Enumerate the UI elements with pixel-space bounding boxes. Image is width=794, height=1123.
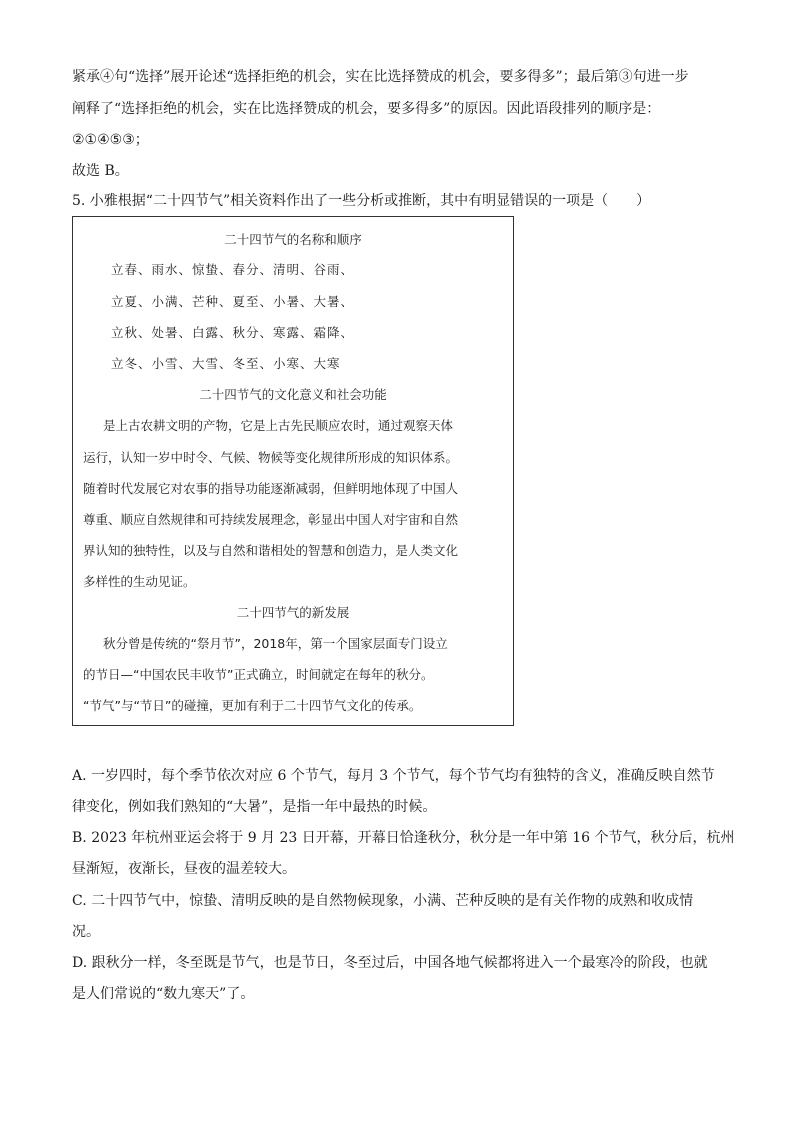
- option-b-line-2: 昼渐短，夜渐长，昼夜的温差较大。: [72, 861, 296, 877]
- section3-line-3: “节气”与“节日”的碰撞，更加有利于二十四节气文化的传承。: [83, 698, 422, 713]
- option-b-line-1: B. 2023 年杭州亚运会将于 9 月 23 日开幕，开幕日恰逢秋分，秋分是一年中第 16 个节气，秋分后，杭州: [72, 830, 735, 846]
- terms-line-1: 立春、雨水、惊蛰、春分、清明、谷雨、: [111, 262, 355, 277]
- terms-line-2: 立夏、小满、芒种、夏至、小暑、大暑、: [111, 294, 355, 309]
- section3-line-1: 秋分曾是传统的“祭月节”，2018年，第一个国家层面专门设立: [103, 636, 448, 651]
- option-d-line-2: 是人们常说的“数九寒天”了。: [72, 986, 255, 1002]
- intro-line-4: 故选 B。: [72, 163, 129, 179]
- intro-line-2: 阐释了“选择拒绝的机会，实在比选择赞成的机会，要多得多”的原因。因此语段排列的顺序是：: [72, 101, 661, 117]
- terms-line-4: 立冬、小雪、大雪、冬至、小寒、大寒: [111, 356, 341, 371]
- option-c-line-1: C. 二十四节气中，惊蛰、清明反映的是自然物候现象，小满、芒种反映的是有关作物的成熟和收成情: [72, 893, 694, 909]
- section2-line-2: 运行，认知一岁中时令、气候、物候等变化规律所形成的知识体系。: [83, 450, 459, 465]
- section2-line-4: 尊重、顺应自然规律和可持续发展理念，彰显出中国人对宇宙和自然: [83, 512, 459, 527]
- section3-line-2: 的节日—“中国农民丰收节”正式确立，时间就定在每年的秋分。: [83, 667, 434, 682]
- option-d-line-1: D. 跟秋分一样，冬至既是节气，也是节日，冬至过后，中国各地气候都将进入一个最寒冷的阶段，也就: [72, 955, 708, 971]
- intro-line-1: 紧承④句“选择”展开论述“选择拒绝的机会，实在比选择赞成的机会，要多得多”；最后第③句进一步: [72, 69, 689, 85]
- section3-title: 二十四节气的新发展: [236, 605, 350, 620]
- section2-title: 二十四节气的文化意义和社会功能: [199, 387, 387, 402]
- option-a-line-2: 律变化，例如我们熟知的“大暑”，是指一年中最热的时候。: [72, 799, 437, 815]
- section2-line-5: 界认知的独特性，以及与自然和谐相处的智慧和创造力，是人类文化: [83, 543, 459, 558]
- section1-title: 二十四节气的名称和顺序: [224, 232, 362, 247]
- section2-line-1: 是上古农耕文明的产物，它是上古先民顺应农时，通过观察天体: [103, 418, 454, 433]
- material-box: [72, 216, 514, 726]
- section2-line-3: 随着时代发展它对农事的指导功能逐渐减弱，但鲜明地体现了中国人: [83, 481, 459, 496]
- option-c-line-2: 况。: [72, 924, 100, 940]
- question-stem: 5. 小雅根据“二十四节气”相关资料作出了一些分析或推断，其中有明显错误的一项是（ ）: [72, 193, 651, 209]
- terms-line-3: 立秋、处暑、白露、秋分、寒露、霜降、: [111, 325, 355, 340]
- intro-line-3: ②①④⑤③；: [72, 132, 149, 148]
- section2-line-6: 多样性的生动见证。: [83, 574, 196, 589]
- option-a-line-1: A. 一岁四时，每个季节依次对应 6 个节气，每月 3 个节气，每个节气均有独特的含义，准确反映自然节: [72, 768, 715, 784]
